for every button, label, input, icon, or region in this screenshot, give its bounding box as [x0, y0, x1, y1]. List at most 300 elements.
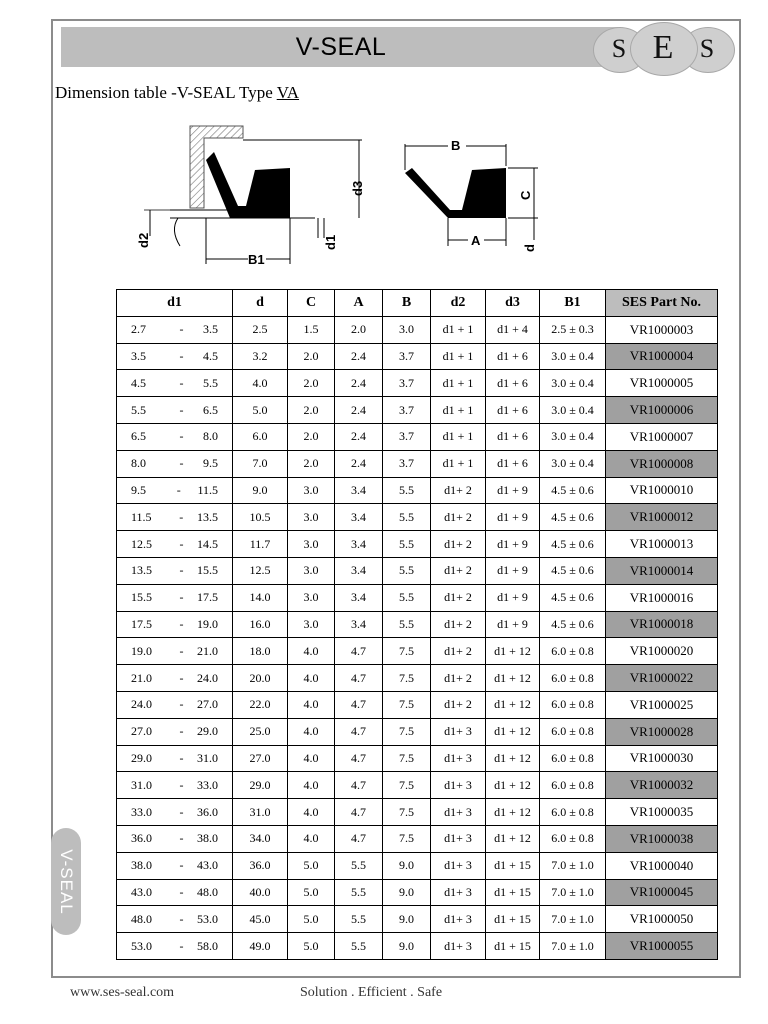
cell-d: 18.0 [233, 638, 288, 665]
cell-d1-min: 19.0 [131, 643, 152, 658]
cell-d: 5.0 [233, 397, 288, 424]
cell-b: 7.5 [383, 772, 431, 799]
cell-a: 3.4 [335, 584, 383, 611]
cell-d3: d1 + 9 [486, 477, 540, 504]
side-tab [51, 828, 81, 935]
cell-a: 5.5 [335, 879, 383, 906]
cell-b1: 6.0 ± 0.8 [540, 772, 606, 799]
range-separator: - [179, 884, 184, 899]
cell-d1-max: 11.5 [197, 482, 218, 497]
page-title: V-SEAL [295, 32, 387, 61]
cell-d: 2.5 [233, 316, 288, 343]
cell-d2: d1+ 3 [431, 852, 486, 879]
cell-d1-min: 2.7 [131, 322, 146, 337]
table-row [117, 638, 718, 665]
cell-d2: d1+ 2 [431, 557, 486, 584]
cell-c: 3.0 [288, 531, 335, 558]
cell-d1-range [117, 852, 233, 879]
cell-b: 5.5 [383, 584, 431, 611]
cell-d: 3.2 [233, 343, 288, 370]
cell-d3: d1 + 9 [486, 611, 540, 638]
cell-d1-range [117, 665, 233, 692]
cell-b1: 2.5 ± 0.3 [540, 316, 606, 343]
cell-d1-max: 14.5 [197, 536, 218, 551]
label-d2: d2 [136, 232, 151, 248]
cell-part: VR1000035 [606, 799, 718, 826]
cell-d1-max: 19.0 [197, 616, 218, 631]
label-d3: d3 [350, 180, 365, 196]
table-row [117, 557, 718, 584]
cell-a: 4.7 [335, 718, 383, 745]
table-row [117, 906, 718, 933]
cell-c: 5.0 [288, 879, 335, 906]
cell-d2: d1+ 3 [431, 718, 486, 745]
header-d2: d2 [431, 290, 486, 317]
cell-b1: 6.0 ± 0.8 [540, 691, 606, 718]
range-separator: - [179, 348, 184, 363]
cell-d3: d1 + 12 [486, 799, 540, 826]
cell-d: 20.0 [233, 665, 288, 692]
cell-b: 7.5 [383, 825, 431, 852]
cell-d1-max: 48.0 [197, 884, 218, 899]
cell-d2: d1+ 3 [431, 772, 486, 799]
cell-d3: d1 + 12 [486, 772, 540, 799]
cell-a: 2.4 [335, 397, 383, 424]
cell-part: VR1000025 [606, 691, 718, 718]
cell-a: 3.4 [335, 477, 383, 504]
range-separator: - [176, 482, 181, 497]
cell-d1-range [117, 718, 233, 745]
range-separator: - [179, 456, 184, 471]
cell-d: 9.0 [233, 477, 288, 504]
cell-d3: d1 + 15 [486, 933, 540, 960]
seal-profile-left [206, 152, 290, 218]
table-subtitle [55, 83, 299, 103]
range-separator: - [179, 724, 184, 739]
cell-d1-min: 33.0 [131, 804, 152, 819]
logo-letter-s1: S [611, 34, 627, 63]
cell-d: 10.5 [233, 504, 288, 531]
cell-b: 5.5 [383, 531, 431, 558]
cell-d1-max: 36.0 [197, 804, 218, 819]
cell-d2: d1+ 2 [431, 584, 486, 611]
cell-c: 3.0 [288, 477, 335, 504]
label-c: C [518, 190, 533, 200]
cell-d: 4.0 [233, 370, 288, 397]
cell-b1: 6.0 ± 0.8 [540, 745, 606, 772]
table-row [117, 450, 718, 477]
cell-d1-range [117, 370, 233, 397]
cell-d: 7.0 [233, 450, 288, 477]
cell-a: 2.4 [335, 423, 383, 450]
cell-d2: d1+ 3 [431, 906, 486, 933]
cell-d1-range [117, 343, 233, 370]
cell-d1-range [117, 611, 233, 638]
header-a: A [335, 290, 383, 317]
cell-a: 4.7 [335, 691, 383, 718]
cell-b: 3.0 [383, 316, 431, 343]
cell-b1: 6.0 ± 0.8 [540, 665, 606, 692]
cell-d2: d1+ 3 [431, 745, 486, 772]
cell-d3: d1 + 12 [486, 665, 540, 692]
cell-c: 3.0 [288, 504, 335, 531]
cell-d1-range [117, 799, 233, 826]
cell-d1-range [117, 879, 233, 906]
cell-c: 5.0 [288, 852, 335, 879]
cell-d1-min: 12.5 [131, 536, 152, 551]
cell-a: 3.4 [335, 611, 383, 638]
cell-d: 16.0 [233, 611, 288, 638]
cell-d1-range [117, 906, 233, 933]
cell-b: 5.5 [383, 557, 431, 584]
cell-d1-max: 4.5 [203, 348, 218, 363]
vseal-cross-section-diagram [130, 118, 560, 273]
cell-part: VR1000010 [606, 477, 718, 504]
cell-a: 2.4 [335, 343, 383, 370]
cell-d1-max: 38.0 [197, 831, 218, 846]
cell-d1-max: 43.0 [197, 858, 218, 873]
dimension-table [116, 289, 718, 960]
cell-d1-range [117, 397, 233, 424]
cell-d1-min: 43.0 [131, 884, 152, 899]
cell-d1-min: 4.5 [131, 375, 146, 390]
subtitle-prefix: Dimension table -V-SEAL Type [55, 83, 277, 102]
cell-d1-min: 38.0 [131, 858, 152, 873]
header-d3: d3 [486, 290, 540, 317]
label-d: d [522, 244, 537, 252]
cell-d1-range [117, 584, 233, 611]
cell-c: 4.0 [288, 772, 335, 799]
cell-d1-range [117, 638, 233, 665]
table-row [117, 879, 718, 906]
cell-b1: 4.5 ± 0.6 [540, 477, 606, 504]
cell-d: 12.5 [233, 557, 288, 584]
cell-d1-min: 13.5 [131, 563, 152, 578]
cell-b: 3.7 [383, 397, 431, 424]
cell-d1-max: 15.5 [197, 563, 218, 578]
cell-b: 7.5 [383, 638, 431, 665]
side-tab-label: V-SEAL [57, 848, 77, 915]
cell-d3: d1 + 12 [486, 718, 540, 745]
cell-d3: d1 + 6 [486, 370, 540, 397]
table-row [117, 397, 718, 424]
cell-d2: d1 + 1 [431, 343, 486, 370]
cell-part: VR1000028 [606, 718, 718, 745]
cell-d1-range [117, 933, 233, 960]
range-separator: - [179, 322, 184, 337]
cell-c: 1.5 [288, 316, 335, 343]
cell-b1: 6.0 ± 0.8 [540, 799, 606, 826]
cell-d: 11.7 [233, 531, 288, 558]
cell-b: 3.7 [383, 370, 431, 397]
cell-d1-min: 21.0 [131, 670, 152, 685]
cell-d3: d1 + 6 [486, 343, 540, 370]
cell-part: VR1000020 [606, 638, 718, 665]
cell-d2: d1+ 3 [431, 933, 486, 960]
cell-b: 5.5 [383, 477, 431, 504]
label-d1: d1 [323, 234, 338, 250]
cell-a: 4.7 [335, 638, 383, 665]
cell-c: 4.0 [288, 825, 335, 852]
cell-b1: 7.0 ± 1.0 [540, 852, 606, 879]
cell-a: 3.4 [335, 531, 383, 558]
cell-d1-min: 48.0 [131, 911, 152, 926]
cell-d: 45.0 [233, 906, 288, 933]
cell-part: VR1000006 [606, 397, 718, 424]
cell-d1-min: 8.0 [131, 456, 146, 471]
cell-part: VR1000055 [606, 933, 718, 960]
cell-b1: 3.0 ± 0.4 [540, 423, 606, 450]
cell-d2: d1+ 2 [431, 531, 486, 558]
cell-d3: d1 + 12 [486, 691, 540, 718]
table-row [117, 772, 718, 799]
cell-part: VR1000030 [606, 745, 718, 772]
table-row [117, 665, 718, 692]
cell-c: 4.0 [288, 638, 335, 665]
cell-a: 4.7 [335, 772, 383, 799]
cell-b: 9.0 [383, 906, 431, 933]
cell-a: 5.5 [335, 933, 383, 960]
table-row [117, 477, 718, 504]
cell-a: 4.7 [335, 665, 383, 692]
cell-d2: d1+ 2 [431, 691, 486, 718]
cell-a: 4.7 [335, 825, 383, 852]
range-separator: - [179, 858, 184, 873]
cell-d2: d1 + 1 [431, 316, 486, 343]
cell-a: 5.5 [335, 852, 383, 879]
cell-d1-min: 5.5 [131, 402, 146, 417]
cell-b: 7.5 [383, 745, 431, 772]
cell-a: 2.4 [335, 370, 383, 397]
table-row [117, 370, 718, 397]
cell-d1-min: 9.5 [131, 482, 146, 497]
cell-d3: d1 + 12 [486, 745, 540, 772]
cell-d3: d1 + 4 [486, 316, 540, 343]
cell-b: 9.0 [383, 852, 431, 879]
cell-b1: 4.5 ± 0.6 [540, 557, 606, 584]
range-separator: - [179, 670, 184, 685]
cell-c: 4.0 [288, 799, 335, 826]
cell-d1-min: 24.0 [131, 697, 152, 712]
cell-d1-max: 13.5 [197, 509, 218, 524]
cell-d1-min: 6.5 [131, 429, 146, 444]
cell-d1-max: 29.0 [197, 724, 218, 739]
cell-b: 9.0 [383, 879, 431, 906]
cell-d1-range [117, 316, 233, 343]
cell-b: 7.5 [383, 799, 431, 826]
cell-part: VR1000038 [606, 825, 718, 852]
cell-d2: d1+ 2 [431, 665, 486, 692]
shaft-break [174, 218, 180, 246]
label-b: B [451, 138, 461, 153]
cell-d1-max: 53.0 [197, 911, 218, 926]
cell-d2: d1+ 2 [431, 477, 486, 504]
cell-d: 40.0 [233, 879, 288, 906]
range-separator: - [179, 536, 184, 551]
cell-d1-min: 53.0 [131, 938, 152, 953]
range-separator: - [179, 402, 184, 417]
label-a: A [471, 233, 481, 248]
header-d: d [233, 290, 288, 317]
cell-part: VR1000013 [606, 531, 718, 558]
cell-a: 4.7 [335, 745, 383, 772]
cell-d2: d1 + 1 [431, 397, 486, 424]
cell-d1-range [117, 423, 233, 450]
cell-d1-min: 17.5 [131, 616, 152, 631]
range-separator: - [179, 831, 184, 846]
logo-letter-s2: S [699, 34, 715, 63]
cell-d1-range [117, 504, 233, 531]
table-row [117, 799, 718, 826]
cell-d1-min: 3.5 [131, 348, 146, 363]
table-row [117, 611, 718, 638]
cell-b1: 4.5 ± 0.6 [540, 611, 606, 638]
cell-d3: d1 + 9 [486, 504, 540, 531]
cell-b1: 7.0 ± 1.0 [540, 933, 606, 960]
cell-b1: 3.0 ± 0.4 [540, 397, 606, 424]
cell-a: 2.0 [335, 316, 383, 343]
cell-b1: 3.0 ± 0.4 [540, 370, 606, 397]
table-row [117, 531, 718, 558]
cell-d2: d1 + 1 [431, 423, 486, 450]
table-row [117, 852, 718, 879]
cell-c: 4.0 [288, 691, 335, 718]
cell-c: 3.0 [288, 584, 335, 611]
table-row [117, 504, 718, 531]
cell-d1-range [117, 557, 233, 584]
cell-b: 3.7 [383, 450, 431, 477]
table-row [117, 423, 718, 450]
cell-d1-range [117, 691, 233, 718]
cell-b1: 4.5 ± 0.6 [540, 531, 606, 558]
cell-b1: 4.5 ± 0.6 [540, 584, 606, 611]
cell-d1-max: 58.0 [197, 938, 218, 953]
cell-d1-range [117, 745, 233, 772]
label-b1: B1 [248, 252, 265, 267]
cell-c: 4.0 [288, 665, 335, 692]
range-separator: - [179, 509, 184, 524]
cell-part: VR1000032 [606, 772, 718, 799]
cell-d3: d1 + 15 [486, 906, 540, 933]
cell-d1-max: 9.5 [203, 456, 218, 471]
cell-part: VR1000005 [606, 370, 718, 397]
table-row [117, 343, 718, 370]
cell-d1-max: 31.0 [197, 750, 218, 765]
cell-d1-max: 5.5 [203, 375, 218, 390]
logo-letter-e: E [652, 29, 674, 66]
cell-d1-range [117, 450, 233, 477]
cell-d1-min: 29.0 [131, 750, 152, 765]
cell-d1-min: 11.5 [131, 509, 152, 524]
cell-d1-max: 21.0 [197, 643, 218, 658]
cell-d3: d1 + 6 [486, 397, 540, 424]
cell-d: 27.0 [233, 745, 288, 772]
cell-d2: d1+ 3 [431, 825, 486, 852]
cell-d1-range [117, 531, 233, 558]
cell-b1: 6.0 ± 0.8 [540, 825, 606, 852]
cell-b: 9.0 [383, 933, 431, 960]
table-row [117, 745, 718, 772]
cell-d: 14.0 [233, 584, 288, 611]
cell-b1: 7.0 ± 1.0 [540, 906, 606, 933]
range-separator: - [179, 590, 184, 605]
cell-d3: d1 + 9 [486, 531, 540, 558]
cell-b: 7.5 [383, 718, 431, 745]
cell-d3: d1 + 15 [486, 852, 540, 879]
range-separator: - [179, 804, 184, 819]
cell-b: 3.7 [383, 423, 431, 450]
cell-b1: 7.0 ± 1.0 [540, 879, 606, 906]
cell-a: 3.4 [335, 504, 383, 531]
cell-part: VR1000004 [606, 343, 718, 370]
table-row [117, 825, 718, 852]
range-separator: - [179, 750, 184, 765]
cell-c: 2.0 [288, 343, 335, 370]
cell-b: 7.5 [383, 665, 431, 692]
cell-d: 36.0 [233, 852, 288, 879]
cell-d2: d1+ 2 [431, 504, 486, 531]
cell-b1: 3.0 ± 0.4 [540, 450, 606, 477]
cell-c: 4.0 [288, 718, 335, 745]
table-row [117, 933, 718, 960]
cell-d: 22.0 [233, 691, 288, 718]
cell-d1-min: 31.0 [131, 777, 152, 792]
table-row [117, 691, 718, 718]
range-separator: - [179, 563, 184, 578]
range-separator: - [179, 938, 184, 953]
cell-part: VR1000018 [606, 611, 718, 638]
cell-d1-min: 27.0 [131, 724, 152, 739]
cell-b: 3.7 [383, 343, 431, 370]
cell-a: 2.4 [335, 450, 383, 477]
cell-d: 49.0 [233, 933, 288, 960]
cell-a: 4.7 [335, 799, 383, 826]
cell-part: VR1000014 [606, 557, 718, 584]
cell-b1: 4.5 ± 0.6 [540, 504, 606, 531]
footer-url[interactable]: www.ses-seal.com [70, 985, 175, 1000]
cell-d2: d1+ 3 [431, 799, 486, 826]
cell-c: 2.0 [288, 397, 335, 424]
cell-d1-range [117, 772, 233, 799]
cell-d3: d1 + 9 [486, 557, 540, 584]
cell-d1-max: 3.5 [203, 322, 218, 337]
table-body [117, 316, 718, 959]
cell-part: VR1000040 [606, 852, 718, 879]
header-b: B [383, 290, 431, 317]
cell-part: VR1000022 [606, 665, 718, 692]
cell-d1-max: 6.5 [203, 402, 218, 417]
cell-d: 25.0 [233, 718, 288, 745]
cell-d3: d1 + 6 [486, 450, 540, 477]
cell-d: 34.0 [233, 825, 288, 852]
cell-b: 7.5 [383, 691, 431, 718]
cell-d1-min: 36.0 [131, 831, 152, 846]
cell-part: VR1000045 [606, 879, 718, 906]
cell-b1: 6.0 ± 0.8 [540, 638, 606, 665]
cell-d2: d1 + 1 [431, 370, 486, 397]
cell-d2: d1+ 2 [431, 638, 486, 665]
cell-c: 4.0 [288, 745, 335, 772]
subtitle-type: VA [276, 83, 300, 102]
cell-d1-max: 8.0 [203, 429, 218, 444]
cell-d3: d1 + 12 [486, 825, 540, 852]
cell-c: 3.0 [288, 557, 335, 584]
cell-b1: 3.0 ± 0.4 [540, 343, 606, 370]
range-separator: - [179, 643, 184, 658]
range-separator: - [179, 616, 184, 631]
header-part-no: SES Part No. [606, 290, 718, 317]
seal-profile-right [405, 168, 506, 218]
